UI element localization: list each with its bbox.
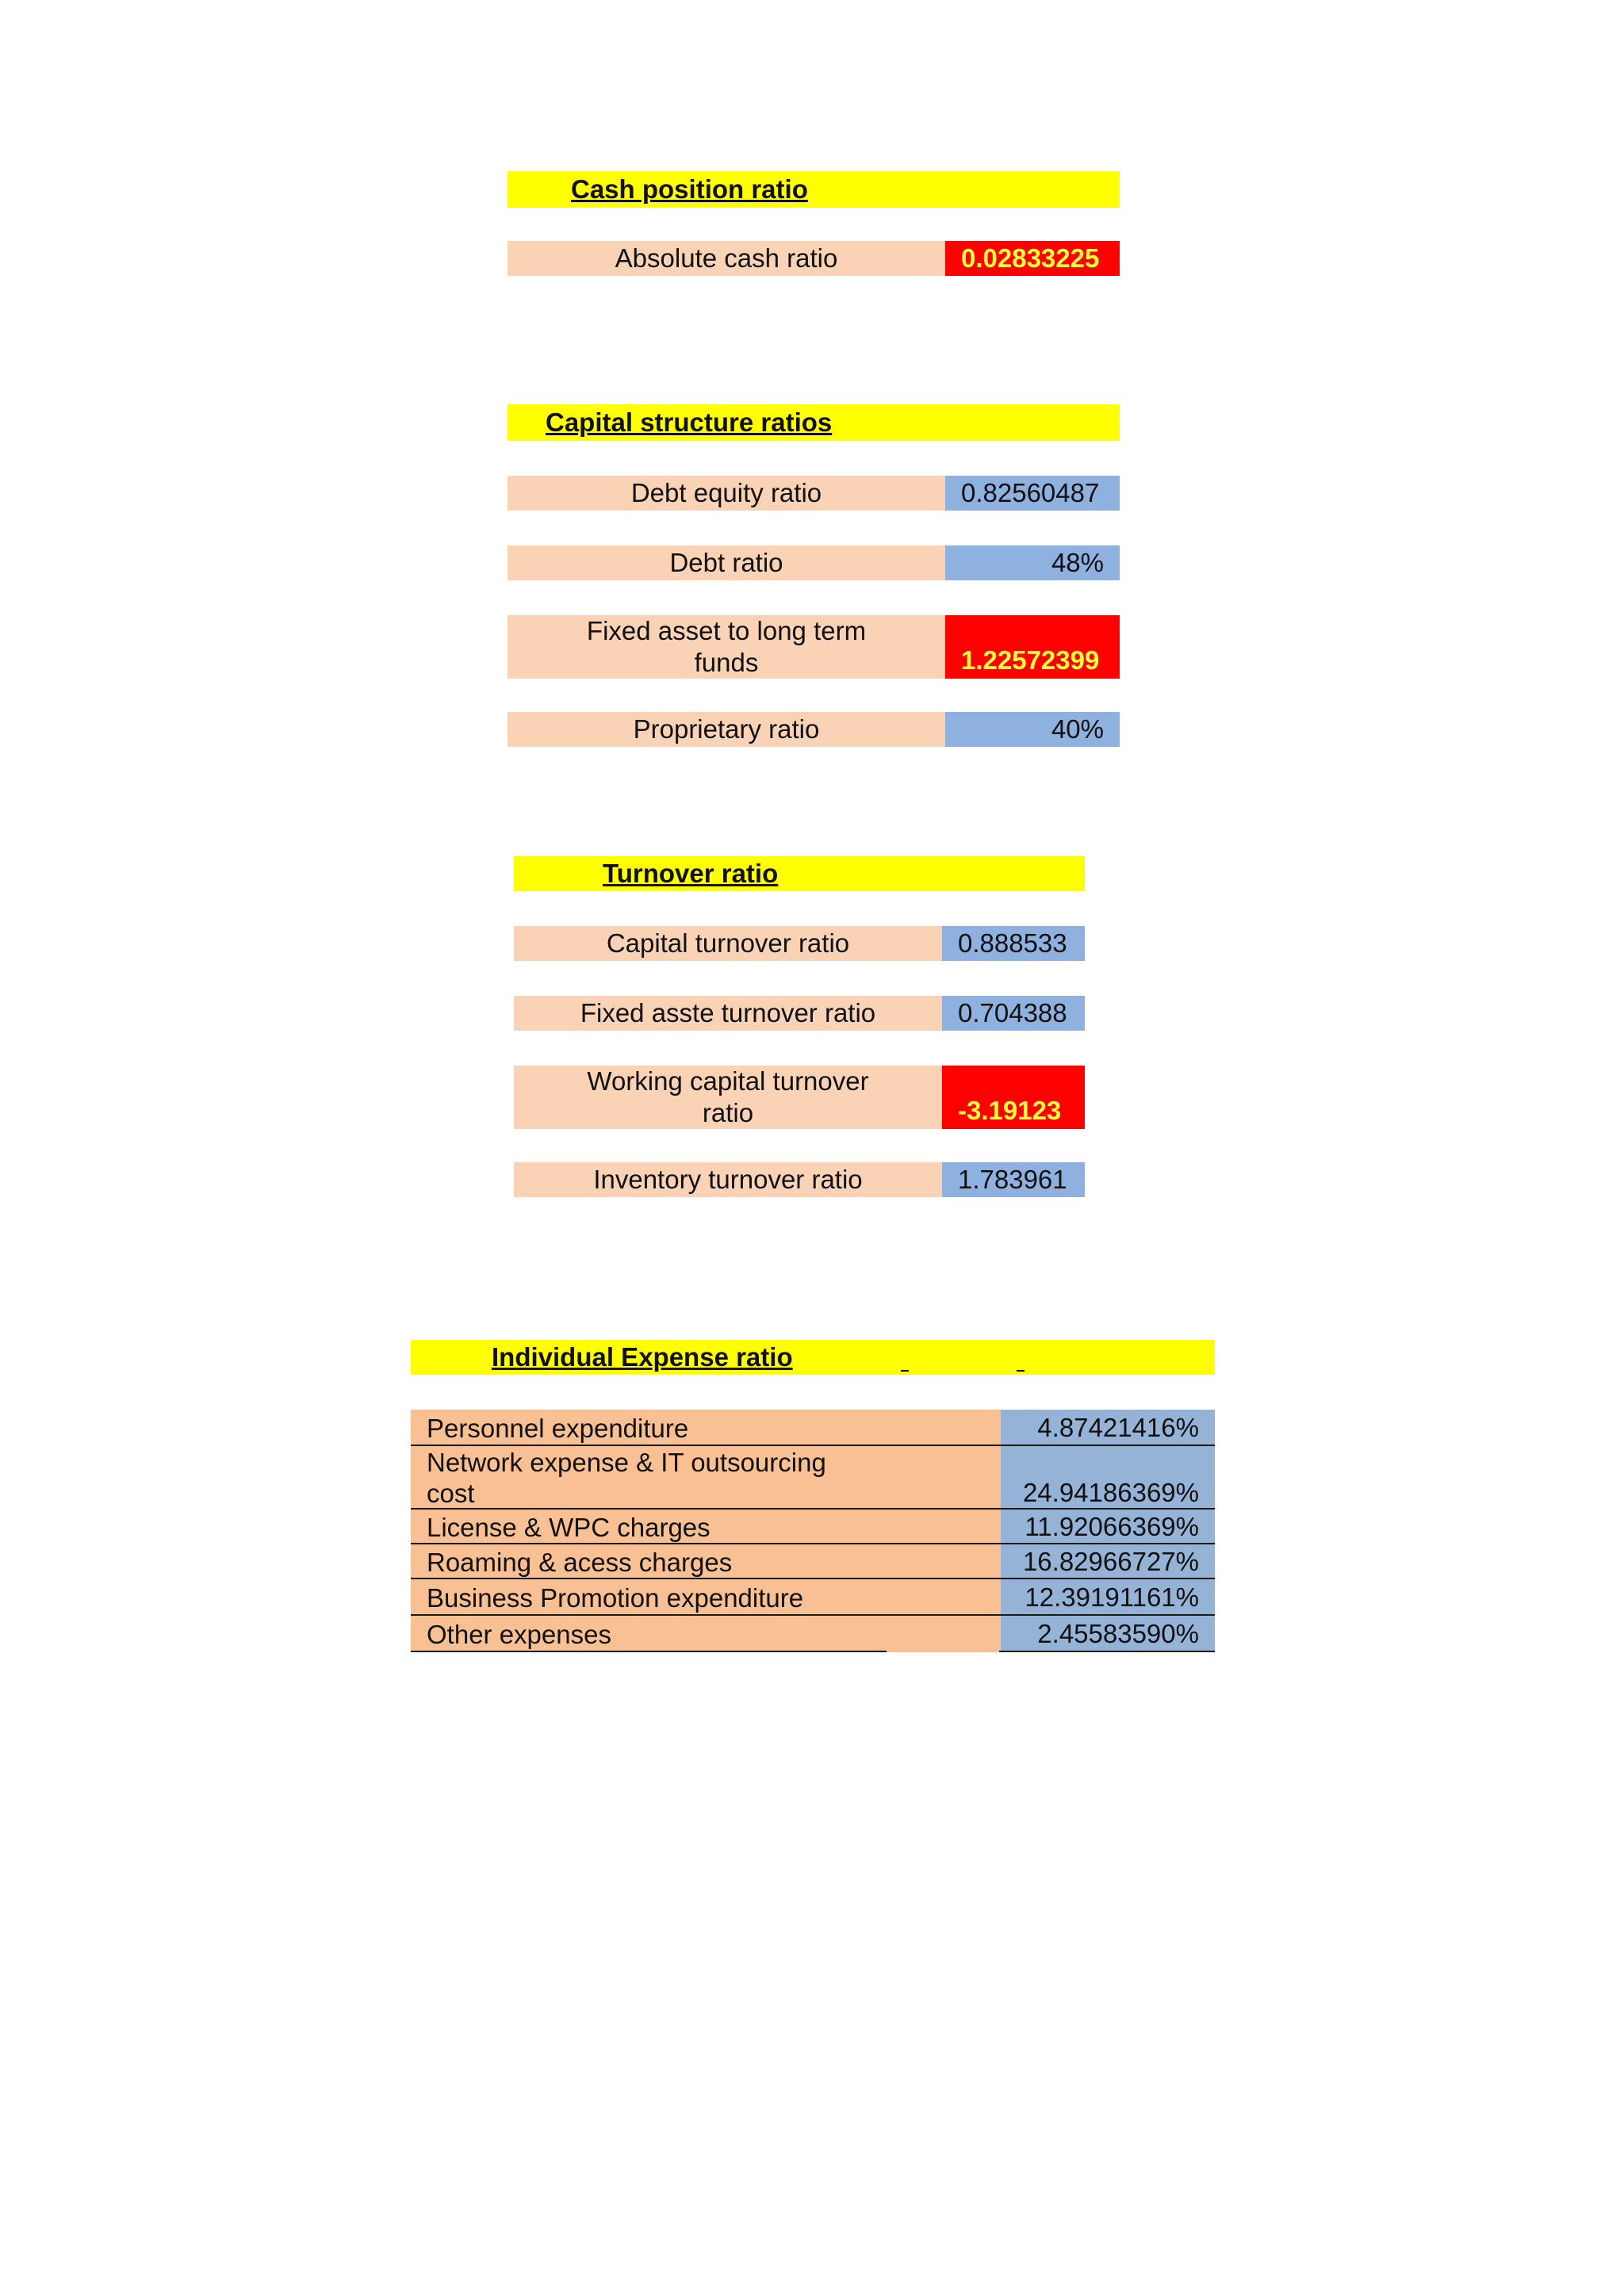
proprietary-ratio-label: Proprietary ratio — [508, 712, 945, 747]
capital-turnover-ratio-value: 0.888533 — [942, 926, 1085, 961]
cash-position-title: Cash position ratio — [571, 174, 808, 204]
absolute-cash-ratio-label: Absolute cash ratio — [508, 241, 945, 276]
working-capital-turnover-ratio-label: Working capital turnover ratio — [514, 1066, 942, 1129]
expense-row-label: Business Promotion expenditure — [411, 1579, 1001, 1616]
absolute-cash-ratio-value: 0.02833225 — [945, 241, 1120, 276]
debt-ratio-value: 48% — [945, 545, 1120, 580]
header-tick-mark — [1017, 1370, 1025, 1372]
expense-row-label: Other expenses — [411, 1616, 1001, 1652]
expense-row-value: 2.45583590% — [1001, 1616, 1215, 1652]
expense-title: Individual Expense ratio — [492, 1342, 793, 1372]
proprietary-ratio-value: 40% — [945, 712, 1120, 747]
expense-row-label: Roaming & acess charges — [411, 1544, 1001, 1579]
debt-ratio-label: Debt ratio — [508, 545, 945, 580]
debt-equity-ratio-value: 0.82560487 — [945, 476, 1120, 511]
expense-row-value: 11.92066369% — [1001, 1510, 1215, 1544]
expense-row-label: Network expense & IT outsourcing cost — [411, 1446, 1001, 1510]
header-tick-mark — [901, 1370, 909, 1372]
turnover-title: Turnover ratio — [603, 859, 779, 888]
expense-row-label: Personnel expenditure — [411, 1410, 1001, 1446]
expense-row-value: 16.82966727% — [1001, 1544, 1215, 1579]
inventory-turnover-ratio-label: Inventory turnover ratio — [514, 1162, 942, 1197]
expense-header — [411, 1340, 1215, 1375]
expense-row-value: 12.39191161% — [1001, 1579, 1215, 1616]
expense-row-value: 24.94186369% — [1001, 1446, 1215, 1510]
capital-turnover-ratio-label: Capital turnover ratio — [514, 926, 942, 961]
fixed-asset-to-long-term-funds-label: Fixed asset to long term funds — [508, 615, 945, 679]
debt-equity-ratio-label: Debt equity ratio — [508, 476, 945, 511]
turnover-header — [514, 856, 1085, 891]
capital-structure-title: Capital structure ratios — [546, 408, 833, 437]
cash-position-header — [508, 171, 1120, 208]
table-bottom-border — [411, 1651, 887, 1652]
capital-structure-header — [508, 404, 1120, 441]
inventory-turnover-ratio-value: 1.783961 — [942, 1162, 1085, 1197]
table-bottom-border — [999, 1651, 1215, 1652]
expense-row-value: 4.87421416% — [1001, 1410, 1215, 1446]
fixed-asset-turnover-ratio-label: Fixed asste turnover ratio — [514, 996, 942, 1031]
fixed-asset-turnover-ratio-value: 0.704388 — [942, 996, 1085, 1031]
fixed-asset-to-long-term-funds-value: 1.22572399 — [945, 615, 1120, 679]
expense-row-label: License & WPC charges — [411, 1510, 1001, 1544]
working-capital-turnover-ratio-value: -3.19123 — [942, 1066, 1085, 1129]
